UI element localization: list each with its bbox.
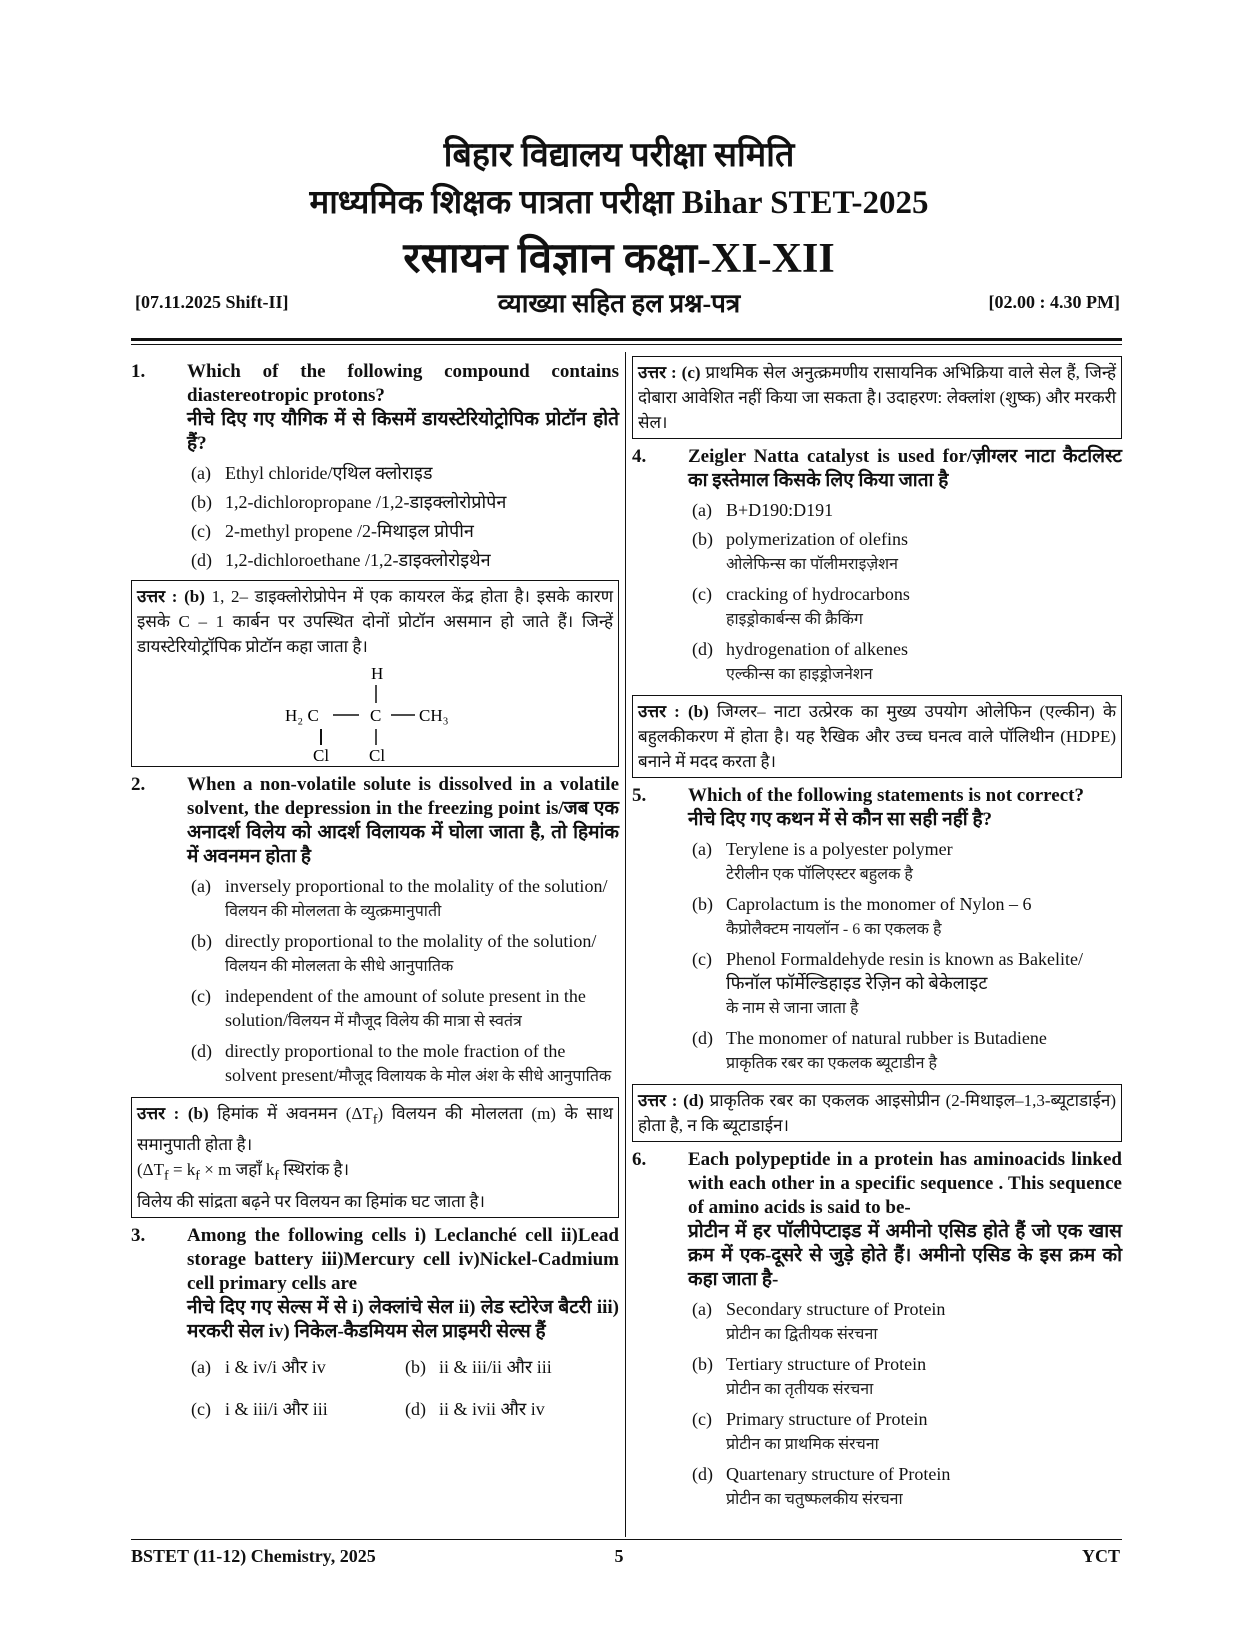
question-1: [131, 360, 619, 456]
option-label: (d): [692, 1464, 713, 1484]
question-2: [131, 773, 619, 869]
subscript-f: f: [274, 1167, 280, 1184]
option-d: [692, 637, 1122, 687]
left-column: [131, 356, 619, 1426]
option-text: 1,2-dichloropropane /1,2-डाइक्लोरोप्रोपेन: [225, 492, 507, 512]
option-label: (a): [191, 1356, 211, 1377]
question-3: [131, 1224, 619, 1344]
question-number: 6.: [632, 1149, 647, 1170]
question-hindi: नीचे दिए गए सेल्स में से i) लेक्लांचे सेल ii) लेड स्टोरेज बैटरी iii) मरकरी सेल iv) निकेल-कैडमियम सेल प्राइमरी सेल्स हैं: [187, 1296, 619, 1342]
answer-text: हिमांक में अवनमन (ΔT: [217, 1104, 373, 1123]
footer-rule: [131, 1539, 1122, 1540]
answer-line-3: विलेय की सांद्रता बढ़ने पर विलयन का हिमांक घट जाता है।: [137, 1191, 485, 1211]
option-text: [225, 984, 619, 1034]
option-hindi: प्रोटीन का प्राथमिक संरचना: [726, 1436, 879, 1453]
option-text: [225, 874, 619, 924]
option-c: [191, 984, 619, 1034]
options-q3: [191, 1350, 619, 1426]
option-label: (c): [191, 521, 211, 541]
header-rule-thin: [131, 344, 1122, 345]
struct-h-top: H: [371, 664, 384, 683]
option-hindi: प्रोटीन का तृतीयक संरचना: [726, 1381, 874, 1398]
paper-subtitle: व्याख्या सहित हल प्रश्न-पत्र: [497, 289, 741, 318]
options-q1: [191, 461, 619, 572]
option-text: [726, 1297, 1122, 1347]
question-text: [187, 1224, 619, 1344]
option-d: [692, 1462, 1122, 1512]
structure-diagram: [275, 663, 475, 763]
option-english: Terylene is a polyester polymer: [726, 839, 953, 859]
question-number: 1.: [131, 361, 146, 382]
option-english: directly proportional to the mole fraction of the solvent present/: [225, 1041, 566, 1085]
question-number: 4.: [632, 446, 647, 467]
option-c: [191, 519, 619, 543]
option-english: Secondary structure of Protein: [726, 1299, 946, 1319]
answer-text: प्राथमिक सेल अनुत्क्रमणीय रासायनिक अभिक्रिया वाले सेल हैं, जिन्हें दोबारा आवेशित नहीं किया जा सकता है। उदाहरण: लेक्लांश (शुष्क) और मरकरी सेल।: [638, 363, 1117, 432]
page-number: 5: [614, 1546, 624, 1566]
options-q5: [692, 837, 1122, 1076]
option-label: (b): [405, 1356, 426, 1377]
option-a: [692, 837, 1122, 887]
answer-text: जिग्लर– नाटा उत्प्रेरक का मुख्य उपयोग ओलेफिन (एल्कीन) के बहुलकीकरण में होता है। यह रैखिक और उच्च घनत्व वाले पॉलिथीन (HDPE) बनाने में मदद करता है।: [638, 702, 1117, 771]
option-b: [191, 490, 619, 514]
option-hindi: कैप्रोलैक्टम नायलॉन - 6 का एकलक है: [726, 921, 942, 938]
answer-label: उत्तर : (c): [638, 363, 701, 382]
option-label: (a): [191, 876, 211, 896]
answer-box-q2: [131, 1097, 619, 1218]
answer-text: 1, 2– डाइक्लोरोप्रोपेन में एक कायरल केंद्र होता है। इसके कारण इसके C – 1 कार्बन पर उपस्थित दोनों प्रोटॉन असमान हो जाते हैं। जिन्हें डायस्टेरियोट्रॉपिक प्रोटॉन कहा जाता है।: [137, 587, 613, 656]
question-hindi: नीचे दिए गए कथन में से कौन सा सही नहीं है?: [688, 809, 993, 830]
option-text: [726, 527, 1122, 577]
option-text: [726, 1462, 1122, 1512]
option-english: independent of the amount of solute present in the solution/: [225, 986, 586, 1030]
option-b: [405, 1355, 619, 1379]
answer-text: ) विलयन की मोललता (m) के साथ समानुपाती होता है।: [137, 1104, 613, 1155]
option-hindi: के नाम से जाना जाता है: [726, 1000, 859, 1017]
option-text: [726, 582, 1122, 632]
struct-cl-1: Cl: [313, 746, 330, 763]
option-hindi: प्राकृतिक रबर का एकलक ब्यूटाडीन है: [726, 1055, 937, 1072]
question-text: [187, 773, 619, 869]
option-c: [692, 947, 1122, 1021]
option-english: cracking of hydrocarbons: [726, 584, 910, 604]
option-english: Caprolactum is the monomer of Nylon – 6: [726, 894, 1032, 914]
option-hindi: प्रोटीन का चतुष्फलकीय संरचना: [726, 1491, 903, 1508]
subject-title: रसायन विज्ञान कक्षा-XI-XII: [403, 236, 835, 282]
option-label: (a): [692, 500, 712, 520]
option-a: [692, 1297, 1122, 1347]
answer-label: उत्तर : (b): [137, 1104, 209, 1123]
option-c: [692, 1407, 1122, 1457]
option-text: ii & ivii और iv: [439, 1398, 545, 1419]
question-english: Which of the following statements is not correct?: [688, 785, 1084, 806]
struct-ch3: CH₃: [419, 706, 449, 725]
question-english: Which of the following compound contains diastereotropic protons?: [187, 361, 619, 406]
subscript-f: f: [163, 1167, 169, 1184]
column-divider: [625, 352, 626, 1537]
option-text: [726, 637, 1122, 687]
exam-time: [02.00 : 4.30 PM]: [988, 292, 1120, 312]
option-label: (b): [191, 492, 212, 512]
answer-label: उत्तर : (b): [638, 702, 709, 721]
option-a: [191, 461, 619, 485]
question-english: Each polypeptide in a protein has aminoacids linked with each other in a specific sequence . This sequence of amino acids is said to be-: [688, 1149, 1122, 1218]
question-english: Among the following cells i) Leclanché cell ii)Lead storage battery iii)Mercury cell iv)Nickel-Cadmium cell primary cells are: [187, 1224, 619, 1294]
option-text: 2-methyl propene /2-मिथाइल प्रोपीन: [225, 521, 474, 541]
option-text: [726, 837, 1122, 887]
option-label: (c): [692, 584, 712, 604]
option-text: ii & iii/ii और iii: [439, 1356, 552, 1377]
struct-h2c: H₂ C: [285, 706, 319, 725]
option-hindi: विलयन में मौजूद विलेय की मात्रा से स्वतंत्र: [288, 1013, 522, 1030]
right-column: [632, 356, 1122, 1517]
option-a: [692, 498, 1122, 522]
exam-date-shift: [07.11.2025 Shift-II]: [135, 292, 289, 312]
option-english: Phenol Formaldehyde resin is known as Bakelite/फिनॉल फॉर्मेल्डिहाइड रेज़िन को बेकेलाइट: [726, 949, 1083, 993]
answer-label: उत्तर : (b): [137, 587, 205, 606]
struct-c: C: [370, 706, 382, 725]
question-4: [632, 445, 1122, 493]
option-english: Tertiary structure of Protein: [726, 1354, 927, 1374]
option-b: [692, 527, 1122, 577]
option-label: (d): [692, 1028, 713, 1048]
option-text: [225, 1039, 619, 1089]
option-english: directly proportional to the molality of the solution/: [225, 931, 597, 951]
option-hindi: विलयन की मोललता के सीधे आनुपातिक: [225, 958, 454, 975]
option-text: [726, 947, 1122, 1021]
question-5: [632, 784, 1122, 832]
header-rule-thick: [131, 338, 1122, 341]
option-hindi: ओलेफिन्स का पॉलीमराइज़ेशन: [726, 556, 899, 573]
formula-part: (ΔT: [137, 1160, 164, 1180]
option-d: [405, 1397, 619, 1421]
question-text: [688, 784, 1122, 832]
option-text: [726, 1026, 1122, 1076]
option-hindi: एल्कीन्स का हाइड्रोजनेशन: [726, 666, 873, 683]
option-label: (d): [692, 639, 713, 659]
footer-right: YCT: [1081, 1546, 1120, 1566]
option-hindi: हाइड्रोकार्बन्स की क्रैकिंग: [726, 611, 863, 628]
option-text: 1,2-dichloroethane /1,2-डाइक्लोरोइथेन: [225, 550, 491, 570]
option-label: (c): [191, 986, 211, 1006]
option-b: [692, 1352, 1122, 1402]
option-label: (c): [692, 949, 712, 969]
option-english: Primary structure of Protein: [726, 1409, 928, 1429]
option-b: [692, 892, 1122, 942]
formula-part: × m जहाँ k: [200, 1160, 275, 1180]
question-hindi: नीचे दिए गए यौगिक में से किसमें डायस्टेरियोट्रोपिक प्रोटॉन होते हैं?: [187, 409, 619, 454]
option-label: (d): [191, 550, 212, 570]
answer-line-2: [137, 1157, 613, 1188]
option-label: (d): [405, 1398, 426, 1419]
option-label: (c): [191, 1398, 211, 1419]
option-english: hydrogenation of alkenes: [726, 639, 908, 659]
option-c: [692, 582, 1122, 632]
question-hindi: प्रोटीन में हर पॉलीपेप्टाइड में अमीनो एसिड होते हैं जो एक खास क्रम में एक-दूसरे से जुड़े होते हैं। अमीनो एसिड के इस क्रम को कहा जाता है-: [688, 1221, 1122, 1290]
option-hindi: प्रोटीन का द्वितीयक संरचना: [726, 1326, 878, 1343]
option-english: polymerization of olefins: [726, 529, 908, 549]
question-text: [187, 360, 619, 456]
option-label: (b): [692, 1354, 713, 1374]
option-d: [191, 548, 619, 572]
option-text: [726, 1352, 1122, 1402]
answer-label: उत्तर : (d): [638, 1091, 704, 1110]
answer-text: प्राकृतिक रबर का एकलक आइसोप्रीन (2-मिथाइल–1,3-ब्यूटाडाईन) होता है, न कि ब्यूटाडाईन।: [638, 1091, 1116, 1135]
board-title: बिहार विद्यालय परीक्षा समिति: [443, 137, 795, 174]
exam-title: माध्यमिक शिक्षक पात्रता परीक्षा Bihar STET-2025: [309, 185, 929, 221]
option-english: inversely proportional to the molality of the solution/: [225, 876, 608, 896]
option-label: (b): [692, 529, 713, 549]
option-english: Quartenary structure of Protein: [726, 1464, 951, 1484]
subscript-f: f: [195, 1167, 201, 1184]
option-text: [726, 1407, 1122, 1457]
option-hindi: टेरीलीन एक पॉलिएस्टर बहुलक है: [726, 866, 913, 883]
subscript-f: f: [372, 1111, 378, 1128]
option-english: B+D190:D191: [726, 500, 834, 520]
option-label: (b): [191, 931, 212, 951]
answer-box-q1: [131, 580, 619, 767]
option-label: (b): [692, 894, 713, 914]
question-english: Zeigler Natta catalyst is used for/ज़ीग्लर नाटा कैटलिस्ट का इस्तेमाल किसके लिए किया जाता है: [688, 446, 1122, 491]
option-d: [191, 1039, 619, 1089]
options-q2: [191, 874, 619, 1089]
question-english: When a non-volatile solute is dissolved in a volatile solvent, the depression in the freezing point is/जब एक अनादर्श विलेय को आदर्श विलायक में घोला जाता है, तो हिमांक में अवनमन होता है: [187, 774, 619, 867]
answer-box-q4: [632, 695, 1122, 778]
answer-box-q3: [632, 356, 1122, 439]
formula-part: = k: [168, 1160, 196, 1180]
options-q6: [692, 1297, 1122, 1512]
option-label: (a): [191, 463, 211, 483]
option-hindi: मौजूद विलायक के मोल अंश के सीधे आनुपातिक: [338, 1068, 612, 1085]
option-label: (a): [692, 1299, 712, 1319]
option-a: [191, 1355, 405, 1379]
question-number: 5.: [632, 785, 647, 806]
formula-part: स्थिरांक है।: [279, 1160, 350, 1180]
option-text: i & iv/i और iv: [225, 1356, 326, 1377]
answer-line-1: [137, 1101, 613, 1157]
question-number: 3.: [131, 1224, 146, 1246]
question-text: [688, 445, 1122, 493]
struct-cl-2: Cl: [369, 746, 386, 763]
option-label: (a): [692, 839, 712, 859]
question-number: 2.: [131, 774, 146, 795]
option-text: [225, 929, 619, 979]
answer-box-q5: [632, 1084, 1122, 1142]
option-text: Ethyl chloride/एथिल क्लोराइड: [225, 463, 433, 483]
option-a: [191, 874, 619, 924]
option-label: (c): [692, 1409, 712, 1429]
question-text: [688, 1148, 1122, 1292]
option-hindi: विलयन की मोललता के व्युत्क्रमानुपाती: [225, 903, 442, 920]
question-6: [632, 1148, 1122, 1292]
option-d: [692, 1026, 1122, 1076]
option-b: [191, 929, 619, 979]
option-text: i & iii/i और iii: [225, 1398, 328, 1419]
options-q4: [692, 498, 1122, 687]
option-c: [191, 1397, 405, 1421]
option-english: The monomer of natural rubber is Butadiene: [726, 1028, 1047, 1048]
option-label: (d): [191, 1041, 212, 1061]
footer-left: BSTET (11-12) Chemistry, 2025: [131, 1546, 376, 1566]
option-text: [726, 892, 1122, 942]
